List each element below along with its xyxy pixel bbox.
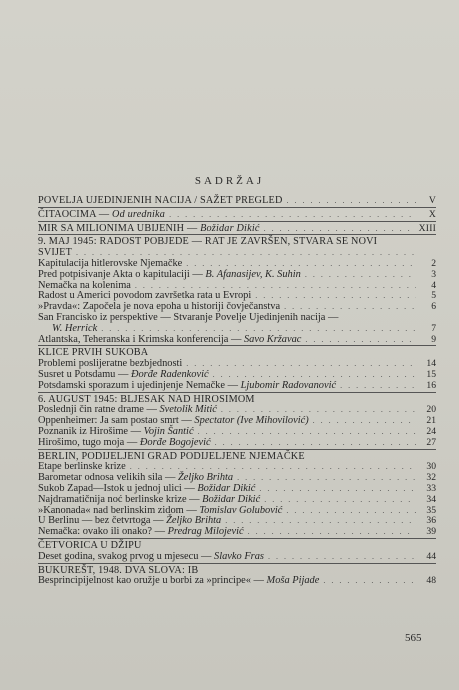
title-text: U Berlinu — bez četvrtoga —	[38, 515, 167, 527]
dot-leader	[259, 484, 416, 495]
page-reference: 35	[426, 504, 436, 516]
title-text: BUKUREŠT, 1948. DVA SLOVA: IB	[38, 564, 199, 576]
dot-leader	[264, 495, 416, 506]
toc-entry-row	[38, 381, 436, 392]
author-name: Savo Kržavac	[243, 333, 302, 345]
section-title	[38, 237, 377, 248]
toc-entry-row	[38, 335, 436, 346]
title-text: MIR SA MILIONIMA UBIJENIH —	[38, 222, 201, 234]
title-text: »Pravda«: Započela je nova epoha u historiji čovječanstva	[38, 301, 281, 313]
toc-section-row	[38, 196, 436, 207]
page-reference: 20	[426, 404, 436, 416]
page-reference: 39	[426, 526, 436, 538]
page-reference: 32	[426, 472, 436, 484]
title-text: Najdramatičnija noć berlinske krize —	[38, 493, 203, 505]
dot-leader	[264, 224, 415, 235]
author-name: Željko Brihta	[166, 515, 222, 527]
page-reference: 2	[431, 257, 436, 269]
dot-leader	[186, 359, 416, 370]
section-title	[38, 196, 283, 207]
author-name: Moša Pijade	[266, 575, 320, 587]
section-rule	[38, 345, 436, 346]
toc-section-row	[38, 224, 436, 235]
section-rule	[38, 449, 436, 450]
title-text: Kapitulacija hitlerovske Njemačke	[38, 257, 183, 269]
dot-leader	[323, 576, 416, 587]
author-name: Spectator (Ive Mihovilović)	[194, 415, 309, 427]
title-text: Radost u Americi povodom završetka rata u Evropi	[38, 290, 252, 302]
dot-leader	[340, 381, 416, 392]
page-reference: 24	[426, 425, 436, 437]
page-reference: 6	[431, 301, 436, 313]
page-reference: 16	[426, 379, 436, 391]
title-text: Poznanik iz Hirošime —	[38, 425, 144, 437]
page-reference: 15	[426, 368, 436, 380]
dot-leader	[305, 335, 416, 346]
page-reference: 9	[431, 333, 436, 345]
title-text: W. Herrick	[52, 322, 98, 334]
dot-leader	[248, 527, 416, 538]
dot-leader	[268, 552, 416, 563]
author-name: Đorđe Radenković	[130, 368, 209, 380]
page-reference: 21	[426, 415, 436, 427]
entry-title	[38, 552, 264, 563]
dot-leader	[313, 416, 416, 427]
dot-leader	[169, 210, 416, 221]
title-text: Oppenheimer: Ja sam postao smrt —	[38, 415, 195, 427]
title-text: Sukob Zapad—Istok u jednoj ulici —	[38, 482, 198, 494]
page-reference: X	[428, 208, 436, 220]
title-text: Besprincipijelnost kao oružje u borbi za »principe« —	[38, 575, 267, 587]
section-rule	[38, 563, 436, 564]
page-heading: SADRŽAJ	[194, 175, 265, 187]
page-reference: 7	[431, 322, 436, 334]
entry-title	[38, 576, 319, 587]
title-text: ČETVORICA U DŽIPU	[38, 539, 142, 551]
page-reference: V	[428, 195, 436, 206]
title-text: 9. MAJ 1945: RADOST POBJEDE — RAT JE ZAVRŠEN, STVARA SE NOVI	[38, 236, 378, 248]
section-rule	[38, 207, 436, 208]
title-text: POVELJA UJEDINJENIH NACIJA / SAŽET PREGLED	[38, 195, 283, 206]
page-reference: 14	[426, 358, 436, 370]
entry-title	[38, 335, 301, 346]
dot-leader	[225, 516, 416, 527]
page-reference: 30	[426, 461, 436, 473]
dot-leader	[198, 427, 416, 438]
title-text: Potsdamski sporazum i ujedinjenje Nemačke —	[38, 379, 241, 391]
author-name: Božidar Dikić	[197, 482, 256, 494]
entry-title	[38, 438, 211, 449]
toc-entry-row	[38, 576, 436, 587]
table-of-contents	[38, 196, 436, 587]
title-text: Deset godina, svakog prvog u mjesecu —	[38, 550, 215, 562]
entry-title	[38, 381, 336, 392]
toc-section-row	[38, 237, 436, 248]
author-name: Željko Brihta	[177, 472, 234, 484]
title-text: Etape berlinske krize	[38, 461, 126, 473]
dot-leader	[305, 270, 416, 281]
author-name: Svetolik Mitić	[159, 404, 217, 416]
page-reference: 36	[426, 515, 436, 527]
section-rule	[38, 221, 436, 222]
section-rule	[38, 392, 436, 393]
page-reference: 4	[431, 279, 436, 291]
title-text: »Kanonada« nad berlinskim zidom —	[38, 504, 200, 516]
page-reference: 27	[426, 436, 436, 448]
dot-leader	[287, 196, 416, 207]
author-name: Slavko Fras	[214, 550, 264, 562]
toc-section-row	[38, 210, 436, 221]
toc-entry-row	[38, 527, 436, 538]
entry-title	[38, 527, 244, 538]
title-text: Nemačka na kolenima	[38, 279, 131, 291]
author-name: Tomislav Golubović	[199, 504, 283, 516]
page-reference: 48	[426, 575, 436, 587]
page-reference: XIII	[418, 222, 436, 234]
page-reference: 3	[431, 268, 436, 280]
title-text: Susret u Potsdamu —	[38, 368, 131, 380]
dot-leader	[286, 506, 416, 517]
section-title	[38, 210, 165, 221]
title-text: SVIJET	[38, 247, 73, 259]
title-text: Hirošimo, tugo moja —	[38, 436, 140, 448]
author-name: Vojin Šantić	[143, 425, 194, 437]
page-number: 565	[405, 632, 422, 644]
author-name: B. Afanasijev, K. Suhin	[205, 268, 301, 280]
title-text: KLICE PRVIH SUKOBA	[38, 347, 149, 359]
page-reference: 33	[426, 482, 436, 494]
title-text: Problemi poslijeratne bezbjednosti	[38, 358, 183, 370]
author-name: Od urednika	[112, 208, 166, 220]
title-text: Nemačka: ovako ili onako? —	[38, 526, 168, 538]
dot-leader	[237, 473, 416, 484]
section-title	[38, 224, 260, 235]
title-text: 6. AUGUST 1945: BLJESAK NAD HIROSIMOM	[38, 393, 255, 405]
author-name: Božidar Dikić	[200, 222, 260, 234]
title-text: Barometar odnosa velikih sila —	[38, 472, 178, 484]
title-text: Pred potpisivanje Akta o kapitulaciji —	[38, 268, 206, 280]
toc-entry-row	[38, 313, 436, 324]
page-reference: 34	[426, 493, 436, 505]
author-name: Predrag Milojević	[167, 526, 244, 538]
section-rule	[38, 538, 436, 539]
title-text: BERLIN, PODIJELJENI GRAD PODIJELJENE NJEMAČKE	[38, 450, 305, 462]
page-reference: 5	[431, 290, 436, 302]
author-name: Đorđe Bogojević	[139, 436, 211, 448]
author-name: Božidar Dikić	[202, 493, 261, 505]
title-text: ČITAOCIMA —	[38, 208, 113, 220]
page-reference: 44	[426, 550, 436, 562]
toc-entry-row	[38, 552, 436, 563]
title-text: Poslednji čin ratne drame —	[38, 404, 160, 416]
author-name: Ljubomir Radovanović	[240, 379, 337, 391]
title-text: Atlantska, Teheranska i Krimska konferencija —	[38, 333, 244, 345]
toc-entry-row	[38, 438, 436, 449]
dot-leader	[215, 438, 416, 449]
title-text: San Francisko iz perspektive — Stvaranje Povelje Ujedinjenih nacija —	[38, 311, 339, 323]
